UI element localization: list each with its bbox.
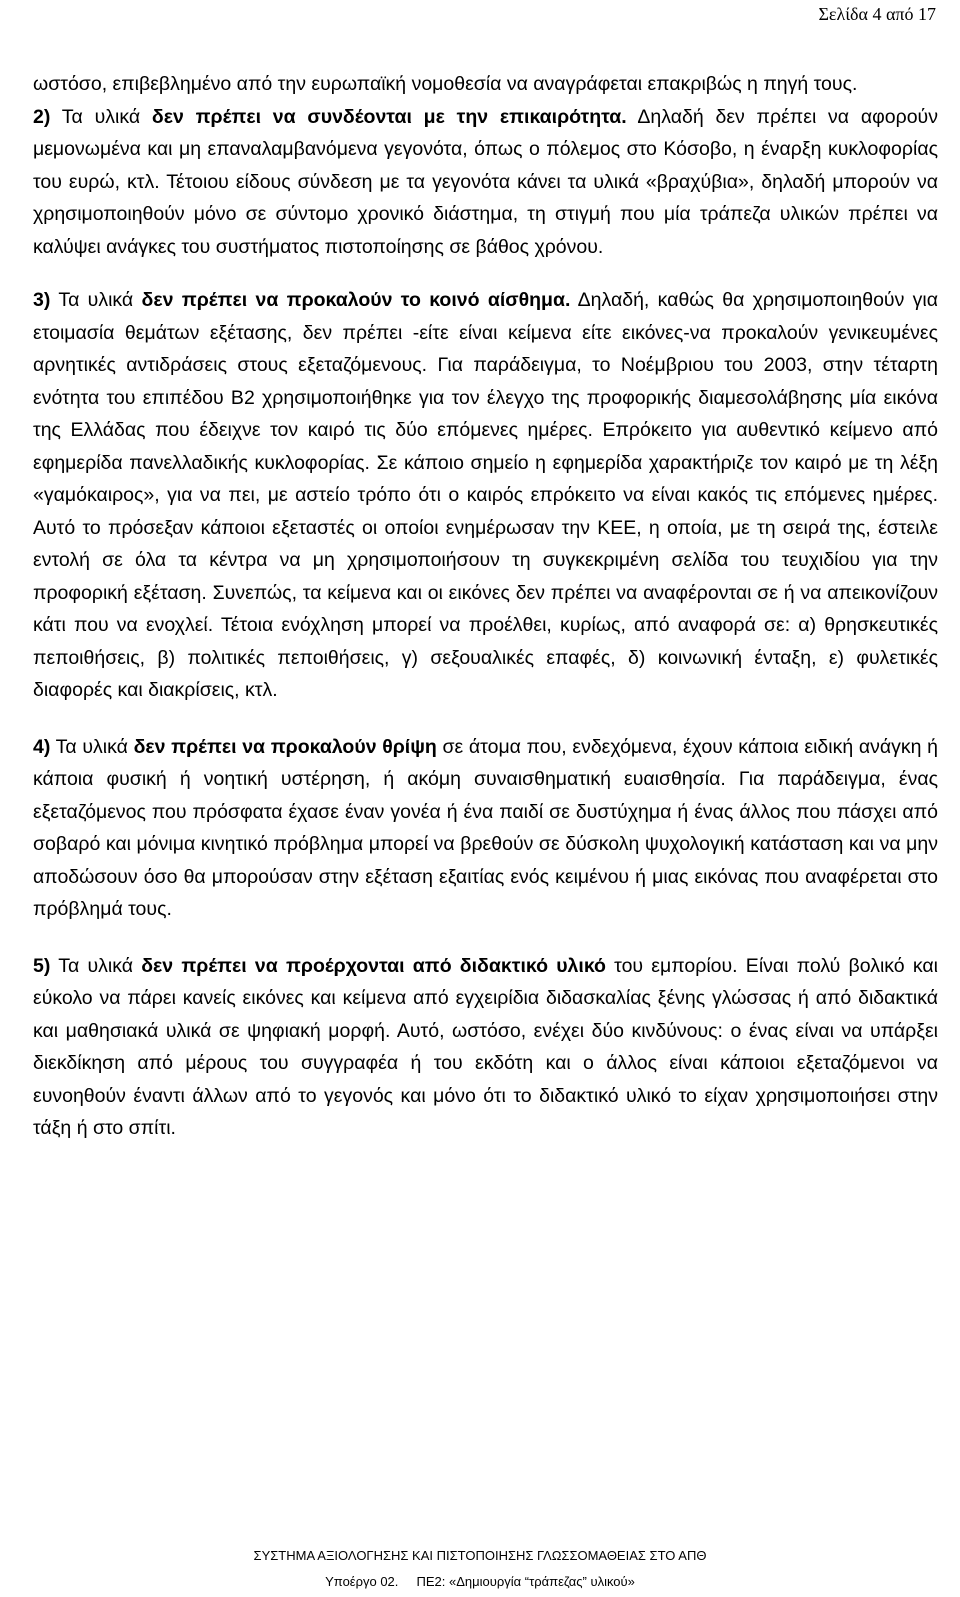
paragraph-item-3 <box>33 284 938 707</box>
item-body-text: του εμπορίου. Είναι πολύ βολικό και εύκολο να πάρει κανείς εικόνες και κείμενα από εγχειρίδια διδασκαλίας ξένης γλώσσας ή από διδακτικά και μαθησιακά υλικά σε ψηφιακή μορφή. Αυτό, ωστόσο, ενέχει δύο κινδύνους: ο ένας είναι να υπάρξει διεκδίκηση από μέρους του συγγραφέα ή του εκδότη και ο άλλος είναι κάποιοι εξεταζόμενοι να ευνοηθούν έναντι άλλων από το γεγονός και μόνο ότι το διδακτικό υλικό το είχαν χρησιμοποιήσει στην τάξη ή στο σπίτι. <box>33 954 938 1139</box>
item-body-text: Δηλαδή δεν πρέπει να αφορούν μεμονωμένα και μη επαναλαμβανόμενα γεγονότα, όπως ο πόλεμος στο Κόσοβο, η έναρξη κυκλοφορίας του ευρώ, κτλ. Τέτοιου είδους σύνδεση με τα γεγονότα κάνει τα υλικά «βραχύβια», δηλαδή μπορούν να χρησιμοποιηθούν μόνο σε σύντομο χρονικό διάστημα, τη στιγμή που μία τράπεζα υλικών πρέπει να καλύψει ανάγκες του συστήματος πιστοποίησης σε βάθος χρόνου. <box>33 105 938 258</box>
item-bold-rule: δεν πρέπει να προέρχονται από διδακτικό υλικό <box>141 954 606 977</box>
item-bold-rule: δεν πρέπει να προκαλούν το κοινό αίσθημα. <box>141 289 571 311</box>
item-lead-text: Τα υλικά <box>50 289 142 311</box>
item-body-text: Δηλαδή, καθώς θα χρησιμοποιηθούν για ετοιμασία θεμάτων εξέτασης, δεν πρέπει -είτε είναι κείμενα είτε εικόνες-να προκαλούν γενικευμένες αρνητικές αντιδράσεις στους εξεταζόμενους. Για παράδειγμα, το Νοέμβριου του 2003, στην τέταρτη ενότητα του επιπέδου Β2 χρησιμοποιήθηκε για τον έλεγχο της προφορικής διαμεσολάβησης μία εικόνα της Ελλάδας που έδειχνε τον καιρό τις δύο επόμενες ημέρες. Επρόκειτο για αυθεντικό κείμενο από εφημερίδα πανελλαδικής κυκλοφορίας. Σε κάποιο σημείο η εφημερίδα χαρακτήριζε τον καιρό με τη λέξη «γαμόκαιρος», για να πει, με αστείο τρόπο ότι ο καιρός επρόκειτο να είναι κακός τις επόμενες ημέρες. Αυτό το πρόσεξαν κάποιοι εξεταστές οι οποίοι ενημέρωσαν την ΚΕΕ, η οποία, με τη σειρά της, έστειλε εντολή σε όλα τα κέντρα να μη χρησιμοποιήσουν τη συγκεκριμένη σελίδα του τευχιδίου για την προφορική εξέταση. Συνεπώς, τα κείμενα και οι εικόνες δεν πρέπει να αναφέρονται σε ή να απεικονίζουν κάτι που να ενοχλεί. Τέτοια ενόχληση μπορεί να προέλθει, κυρίως, από αναφορά σε: α) θρησκευτικές πεποιθήσεις, β) πολιτικές πεποιθήσεις, γ) σεξουαλικές επαφές, δ) κοινωνική ένταξη, ε) φυλετικές διαφορές και διακρίσεις, κτλ. <box>33 289 938 701</box>
item-lead-text: Τα υλικά <box>50 735 134 758</box>
item-number: 3) <box>33 289 51 311</box>
item-bold-rule: δεν πρέπει να προκαλούν θρίψη <box>133 735 437 758</box>
item-number: 4) <box>33 735 51 758</box>
item-bold-rule: δεν πρέπει να συνδέονται με την επικαιρότητα. <box>151 105 627 128</box>
item-body-text: σε άτομα που, ενδεχόμενα, έχουν κάποια ειδική ανάγκη ή κάποια φυσική ή νοητική υστέρηση, ή ακόμη συναισθηματική ευαισθησία. Για παράδειγμα, ένας εξεταζόμενος που πρόσφατα έχασε έναν γονέα ή ένα παιδί σε δυστύχημα ή ένας άλλος που πάσχει από σοβαρό και μόνιμα κινητικό πρόβλημα μπορεί να βρεθούν σε δύσκολη ψυχολογική κατάσταση και να μην αποδώσουν όσο θα μπορούσαν στην εξέταση εξαιτίας ενός κειμένου ή μιας εικόνας που αναφέρεται στο πρόβλημά τους. <box>33 735 939 920</box>
item-lead-text: Τα υλικά <box>50 954 142 977</box>
item-number: 2) <box>33 105 51 128</box>
item-number: 5) <box>33 954 51 977</box>
paragraph-item-5 <box>33 950 938 1145</box>
page-number-header: Σελίδα 4 από 17 <box>818 4 936 24</box>
document-body <box>33 68 938 1145</box>
footer-subtitle: Υποέργο 02. ΠΕ2: «Δημιουργία “τράπεζας” υλικού» <box>325 1574 635 1589</box>
item-lead-text: Τα υλικά <box>50 105 152 128</box>
paragraph-item-4 <box>33 731 938 926</box>
paragraph-item-2 <box>33 101 938 264</box>
paragraph-carry-over: ωστόσο, επιβεβλημένο από την ευρωπαϊκή νομοθεσία να αναγράφεται επακριβώς η πηγή τους. <box>33 73 858 95</box>
footer-title: ΣΥΣΤΗΜΑ ΑΞΙΟΛΟΓΗΣΗΣ ΚΑΙ ΠΙΣΤΟΠΟΙΗΣΗΣ ΓΛΩΣΣΟΜΑΘΕΙΑΣ ΣΤΟ ΑΠΘ <box>253 1548 707 1563</box>
